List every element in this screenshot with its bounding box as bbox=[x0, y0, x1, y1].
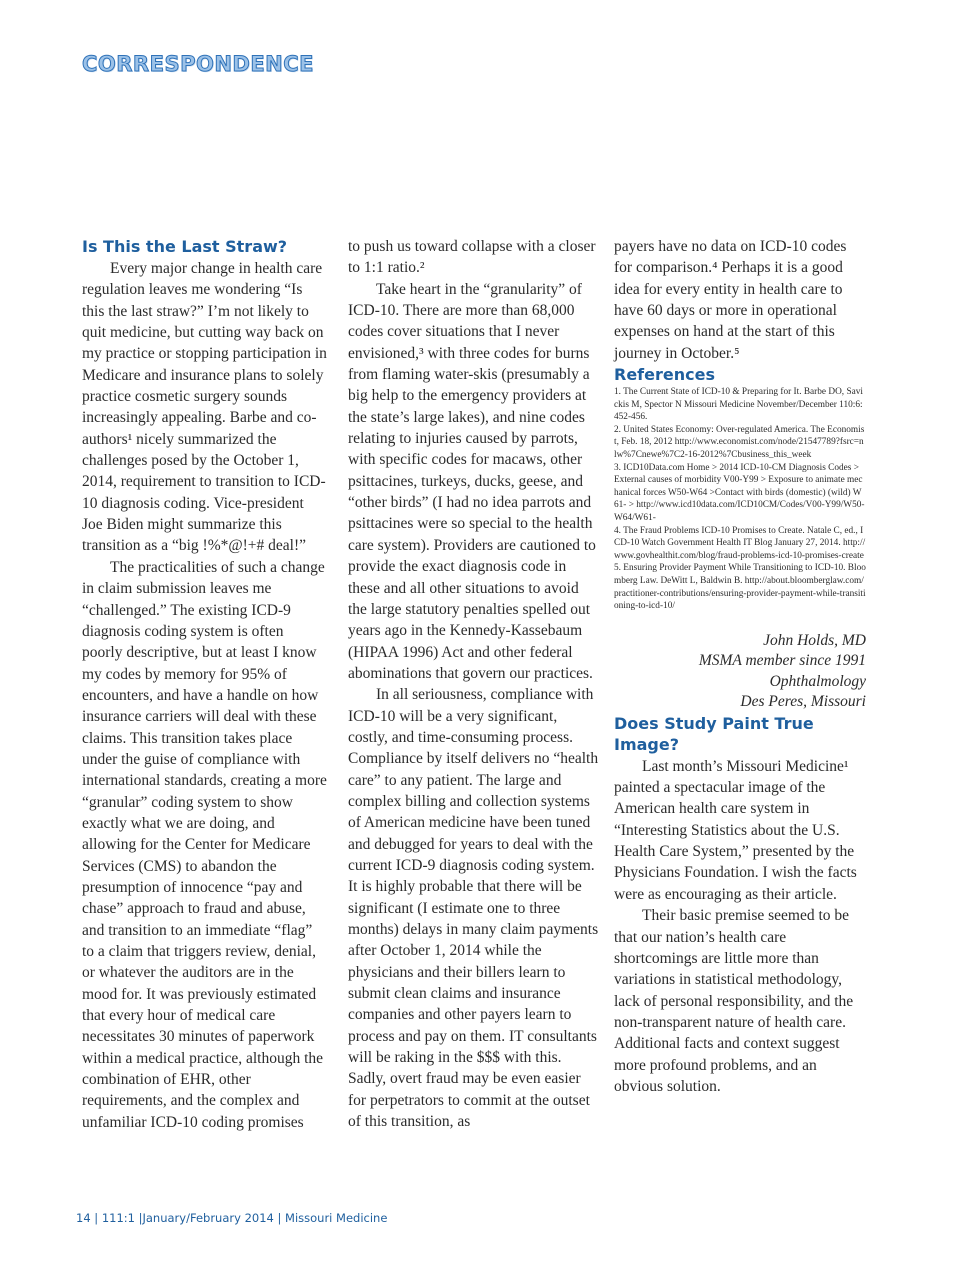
page-footer: 14 | 111:1 |January/February 2014 | Missouri Medicine bbox=[76, 1211, 388, 1225]
letter2-paragraph: Their basic premise seemed to be that our nation’s health care shortcomings are little more than variations in statistical methodology, lack of personal responsibility, and the non-transparent nature of health care. Additional facts and context suggest more profound problems, and an obvious solution. bbox=[614, 907, 854, 1095]
reference-item: 1. The Current State of ICD-10 & Preparing for It. Barbe DO, Savickis M, Spector N Missouri Medicine November/December 110:6:452-456. bbox=[614, 387, 863, 423]
signature-specialty: Ophthalmology bbox=[769, 672, 866, 690]
letter2-paragraph: Last month’s Missouri Medicine¹ painted a spectacular image of the American health care system in “Interesting Statistics about the U.S. Health Care System,” presented by the Physicians Foundation. I wish the facts were as encouraging as their article. bbox=[614, 757, 857, 903]
column-1 bbox=[82, 236, 327, 1133]
reference-item: 4. The Fraud Problems ICD-10 Promises to Create. Natale C, ed., ICD-10 Watch Government Health IT Blog January 27, 2014. http://www.govhealthit.com/blog/fraud-problems-icd-10-promises-create bbox=[614, 525, 866, 561]
references-title: References bbox=[614, 365, 715, 385]
letter1-paragraph: to push us toward collapse with a closer to 1:1 ratio.² bbox=[348, 238, 596, 277]
letter1-paragraph: payers have no data on ICD-10 codes for comparison.⁴ Perhaps it is a good idea for every entity in health care to have 60 days or more in operational expenses on hand at the start of this journey in October.⁵ bbox=[614, 238, 847, 362]
signature-location: Des Peres, Missouri bbox=[740, 693, 866, 711]
reference-item: 5. Ensuring Provider Payment While Transitioning to ICD-10. Bloomberg Law. DeWitt L, Baldwin B. http://about.bloomberglaw.com/practitioner-contributions/ensuring-provider-payment-while-transitioning-to-icd-10/ bbox=[614, 563, 866, 612]
column-3 bbox=[614, 236, 866, 1097]
letter1-paragraph: In all seriousness, compliance with ICD-10 will be a very significant, costly, and time-consuming process. Compliance by itself delivers no “health care” to any patient. The large and complex billing and collection systems of American medicine have been tuned and debugged for years to deal with the current ICD-9 diagnosis coding system. It is highly probable that there will be significant (I estimate one to three months) delays in many claim payments after October 1, 2014 while the physicians and their billers learn to submit clean claims and insurance companies and other payers learn to process and pay on them. IT consultants will be raking in the $$$ with this. Sadly, overt fraud may be even easier for perpetrators to commit at the outset of this transition, as bbox=[348, 686, 599, 1131]
letter2-title: Does Study Paint True Image? bbox=[614, 713, 814, 754]
letter1-title: Is This the Last Straw? bbox=[82, 237, 288, 256]
reference-item: 3. ICD10Data.com Home > 2014 ICD-10-CM Diagnosis Codes > External causes of morbidity V00-Y99 > Exposure to animate mechanical forces W50-W64 >Contact with birds (domestic) (wild) W61- > http://www.icd10data.com/ICD10CM/Codes/V00-Y99/W50-W64/W61- bbox=[614, 462, 865, 523]
reference-item: 2. United States Economy: Over-regulated America. The Economist, Feb. 18, 2012 http://www.economist.com/node/21547789?fsrc=nlw%7Cnewe%7C2-16-2012%7Cbusiness_this_week bbox=[614, 424, 865, 461]
letter1-paragraph: The practicalities of such a change in claim submission leaves me “challenged.” The existing ICD-9 diagnosis coding system is often poorly descriptive, but at least I know my codes by memory for 95% of encounters, and have a handle on how insurance carriers will deal with these claims. This transition takes place under the guise of compliance with international standards, creating a more “granular” coding system to show exactly what we are doing, and allowing for the Center for Medicare Services (CMS) to abandon the presumption of innocence “pay and chase” approach to fraud and abuse, and transition to an immediate “flag” to a claim that triggers review, denial, or whatever the auditors are in the mood for. It was previously estimated that every hour of medical care necessitates 30 minutes of paperwork within a medical practice, although the combination of EHR, other requirements, and the complex and unfamiliar ICD-10 coding promises bbox=[82, 558, 327, 1131]
letter1-paragraph: Every major change in health care regulation leaves me wondering “Is this the last straw?” I’m not likely to quit medicine, but cutting way back on my practice or stopping participation in Medicare and insurance plans to solely practice cosmetic surgery sounds increasingly appealing. Barbe and co-authors¹ nicely summarized the challenges posed by the October 1, 2014, requirement to transition to ICD-10 diagnosis coding. Vice-president Joe Biden might summarize this transition as a “big !%*@!+# deal!” bbox=[82, 260, 327, 555]
signature-block bbox=[614, 631, 866, 713]
references-list bbox=[614, 386, 866, 613]
signature-name: John Holds, MD bbox=[763, 631, 866, 649]
signature-member: MSMA member since 1991 bbox=[698, 652, 866, 670]
column-2 bbox=[348, 236, 600, 1132]
letter1-paragraph: Take heart in the “granularity” of ICD-10. There are more than 68,000 codes cover situations that I never envisioned,³ with three codes for burns from flaming water-skis (presumably a big help to the emergency providers at the state’s large lakes), and nine codes relating to injuries caused by parrots, with specific codes for macaws, other psittacines, turkeys, ducks, geese, and “other birds” (I had no idea parrots and psittacines were so special to the health care system). Providers are cautioned to provide the exact diagnosis code in these and all other situations to avoid the large statutory penalties spelled out years ago in the Kennedy-Kassebaum (HIPAA 1996) Act and other federal abominations that govern our practices. bbox=[348, 280, 596, 682]
section-header: CORRESPONDENCE bbox=[82, 52, 315, 76]
